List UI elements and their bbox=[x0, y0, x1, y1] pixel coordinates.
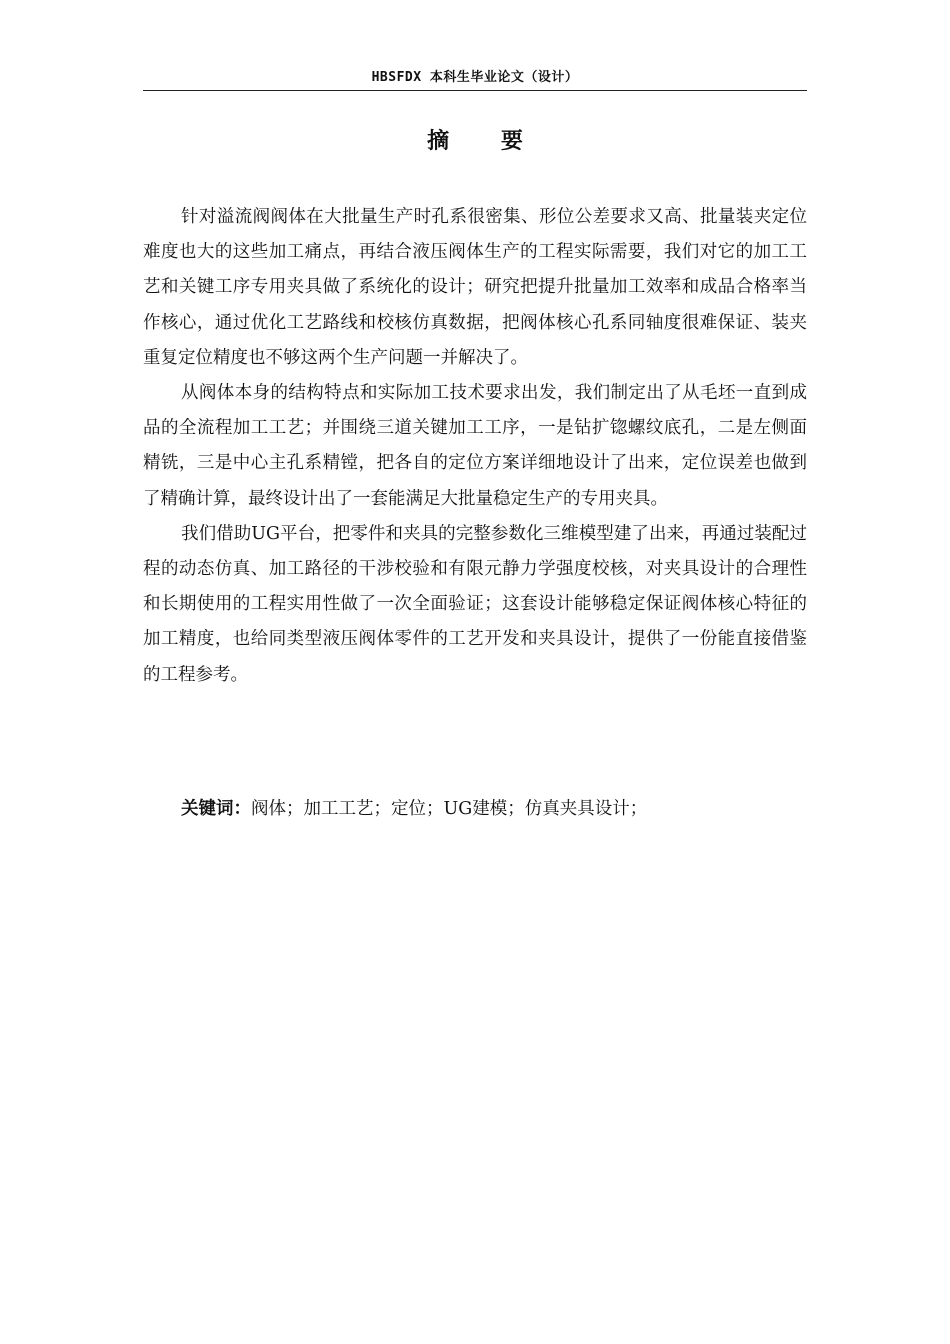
abstract-body bbox=[143, 200, 807, 693]
abstract-title: 摘 要 bbox=[427, 129, 545, 154]
abstract-paragraph-1: 针对溢流阀阀体在大批量生产时孔系很密集、形位公差要求又高、批量装夹定位难度也大的这些加工痛点，再结合液压阀体生产的工程实际需要，我们对它的加工工艺和关键工序专用夹具做了系统化的设计；研究把提升批量加工效率和成品合格率当作核心，通过优化工艺路线和校核仿真数据，把阀体核心孔系同轴度很难保证、装夹重复定位精度也不够这两个生产问题一并解决了。 bbox=[143, 207, 807, 368]
abstract-paragraph-3: 我们借助UG平台，把零件和夹具的完整参数化三维模型建了出来，再通过装配过程的动态仿真、加工路径的干涉校验和有限元静力学强度校核，对夹具设计的合理性和长期使用的工程实用性做了一次全面验证；这套设计能够稳定保证阀体核心特征的加工精度，也给同类型液压阀体零件的工艺开发和夹具设计，提供了一份能直接借鉴的工程参考。 bbox=[143, 523, 807, 685]
header-divider bbox=[143, 90, 807, 91]
keywords-label: 关键词： bbox=[181, 799, 251, 819]
keywords-line bbox=[181, 794, 807, 824]
abstract-paragraph-2: 从阀体本身的结构特点和实际加工技术要求出发，我们制定出了从毛坯一直到成品的全流程加工工艺；并围绕三道关键加工工序，一是钻扩锪螺纹底孔，二是左侧面精铣，三是中心主孔系精镗，把各自的定位方案详细地设计了出来，定位误差也做到了精确计算，最终设计出了一套能满足大批量稳定生产的专用夹具。 bbox=[143, 383, 807, 509]
running-header: HBSFDX 本科生毕业论文（设计） bbox=[371, 70, 579, 85]
keywords-text: 阀体；加工工艺；定位；UG建模；仿真夹具设计； bbox=[251, 799, 648, 819]
